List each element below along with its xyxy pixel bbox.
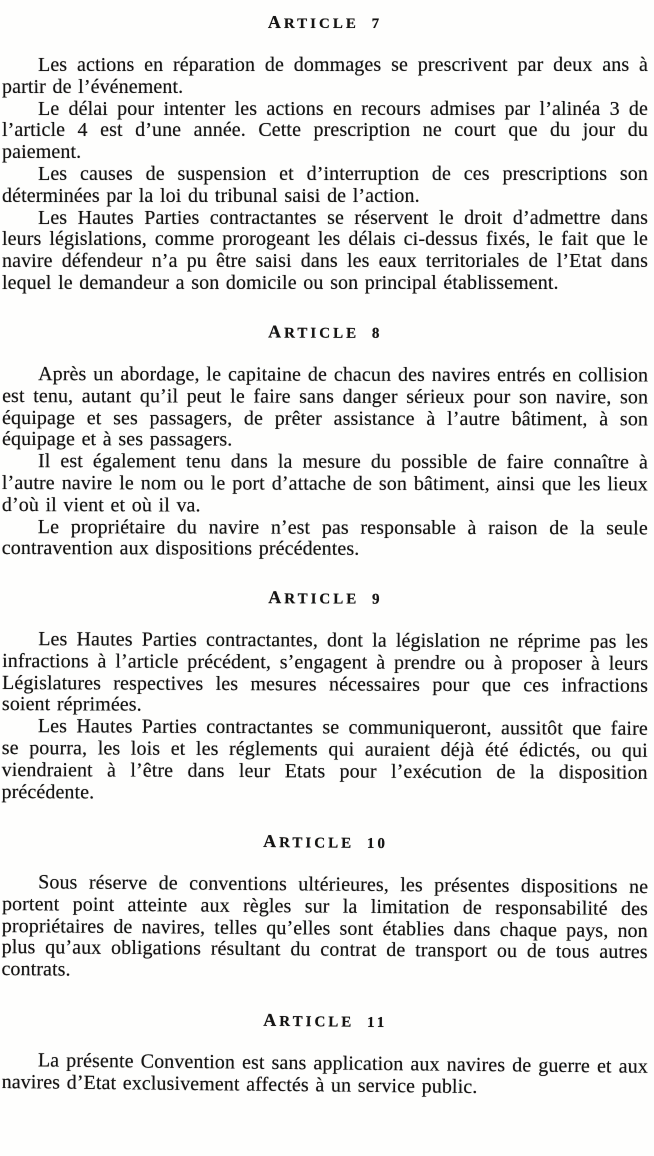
article-10-paragraph-1: Sous réserve de conventions ultérieures, les présentes dispositions ne portent point atteinte aux règles sur la limitation de responsabilité des propriétaires de navires, telles qu’elles sont établies dans chaque pays, non plus qu’aux obligations résultant du contrat de transport ou de tous autres contrats. bbox=[1, 871, 649, 982]
article-7-paragraph-1: Les actions en réparation de dommages se prescrivent par deux ans à partir de l’événement. bbox=[2, 54, 648, 98]
article-7-heading: ARTICLE 7 bbox=[267, 12, 383, 32]
article-11-heading: ARTICLE 11 bbox=[263, 1010, 388, 1032]
article-9-paragraph-2: Les Hautes Parties contractantes se communiqueront, aussitôt que faire se pourra, les lois et les réglements qui auraient déjà été édictés, ou qui viendraient à l’être dans leur Etats pour l’exécution de la disposition précédente. bbox=[1, 715, 648, 803]
article-9-section bbox=[2, 586, 649, 806]
article-8-section bbox=[2, 321, 648, 562]
article-7-section bbox=[2, 12, 648, 295]
article-10-section bbox=[1, 829, 648, 986]
article-8-paragraph-1: Après un abordage, le capitaine de chacun des navires entrés en collision est tenu, autant qu’il peut le faire sans danger sérieux pour son navire, son équipage et ses passagers, de prêter assistance à l’autre bâtiment, à son équipage et à ses passagers. bbox=[1, 362, 649, 451]
article-10-heading: ARTICLE 10 bbox=[263, 831, 388, 853]
article-7-paragraph-4: Les Hautes Parties contractantes se réservent le droit d’admettre dans leurs législations, comme prorogeant les délais ci-dessus fixés, le fait que le navire défendeur n’a pu être saisi dans les eaux territoriales de l’Etat dans lequel le demandeur a son domicile ou son principal établissement. bbox=[2, 206, 648, 294]
article-7-paragraph-2: Le délai pour intenter les actions en recours admises par l’alinéa 3 de l’article 4 est d’une année. Cette prescription ne court que du jour du paiement. bbox=[2, 97, 648, 164]
article-8-paragraph-2: Il est également tenu dans la mesure du possible de faire connaître à l’autre navire le nom ou le port d’attache de son bâtiment, ainsi que les lieux d’où il vient et où il va. bbox=[1, 450, 648, 516]
article-8-paragraph-3: Le propriétaire du navire n’est pas responsable à raison de la seule contravention aux dispositions précédentes. bbox=[1, 515, 648, 560]
article-11-section bbox=[2, 1007, 649, 1100]
article-7-paragraph-3: Les causes de suspension et d’interruption de ces prescriptions son déterminées par la loi du tribunal saisi de l’action. bbox=[2, 162, 648, 207]
article-11-paragraph-1: La présente Convention est sans application aux navires de guerre et aux navires d’Etat exclusivement affectés à un service public. bbox=[1, 1049, 648, 1099]
article-9-paragraph-1: Les Hautes Parties contractantes, dont la législation ne réprime pas les infractions à l’article précédent, s’engagent à prendre ou à proposer à leurs Législatures respectives les mesures nécessaires pour que ces infractions soient réprimées. bbox=[1, 628, 649, 716]
article-8-heading: ARTICLE 8 bbox=[268, 321, 383, 342]
article-9-heading: ARTICLE 9 bbox=[268, 587, 383, 608]
